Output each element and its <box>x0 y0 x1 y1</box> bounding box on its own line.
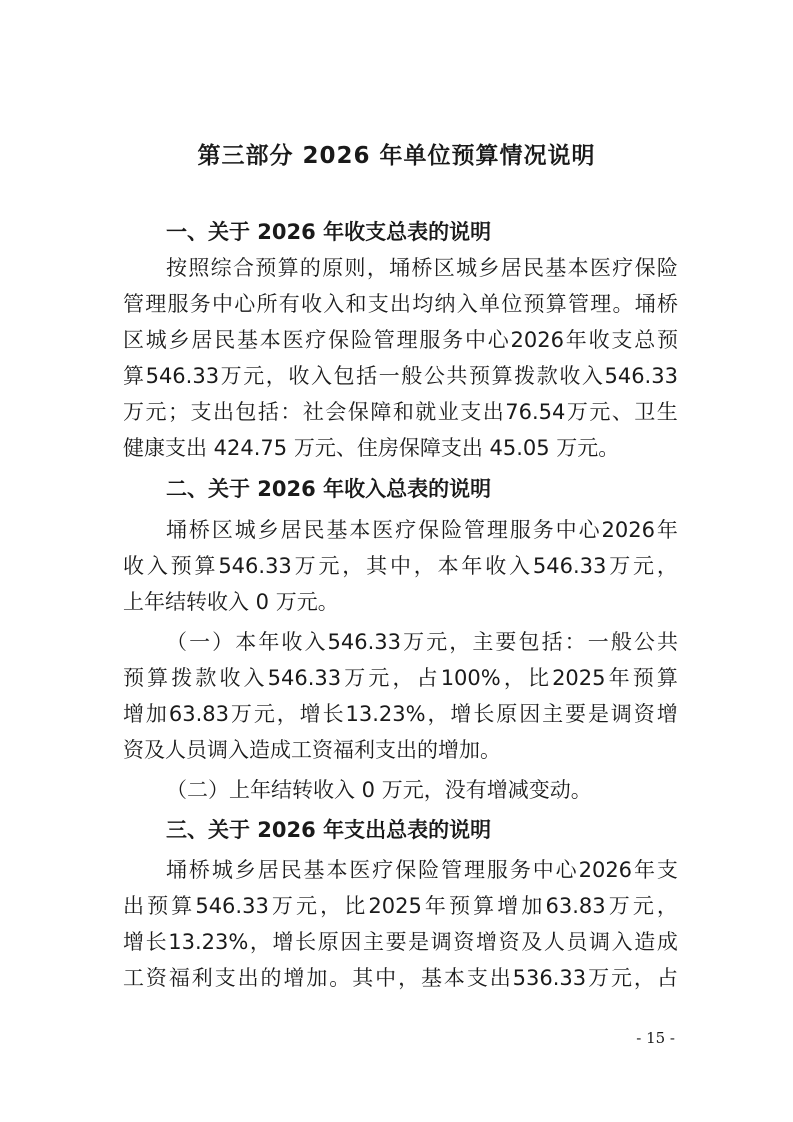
body-line: 预 算 拨 款 收 入 546.33 万 元 ， 占 100% ， 比 2025 年 预 算 <box>123 666 678 690</box>
page-title: 第三部分 2026 年单位预算情况说明 <box>197 143 596 169</box>
body-line: 按 照 综 合 预 算 的 原 则 ， 埇 桥 区 城 乡 居 民 基 本 医 疗 保 险 <box>166 256 678 280</box>
body-line: （ 一 ） 本 年 收 入 546.33 万 元 ， 主 要 包 括 ： 一 般 公 共 <box>166 630 678 654</box>
body-line: 增 加 63.83 万 元 ， 增 长 13.23% ， 增 长 原 因 主 要 是 调 资 增 <box>123 702 678 726</box>
body-line: 增 长 13.23% ， 增 长 原 因 主 要 是 调 资 增 资 及 人 员 调 入 造 成 <box>123 930 678 954</box>
body-line: 上年结转收入 0 万元。 <box>123 590 339 614</box>
body-line: 管 理 服 务 中 心 所 有 收 入 和 支 出 均 纳 入 单 位 预 算 管 理 。 埇 桥 <box>123 292 678 316</box>
section-heading-2: 二、关于 2026 年收入总表的说明 <box>166 477 492 501</box>
body-line: 工 资 福 利 支 出 的 增 加 。 其 中 ， 基 本 支 出 536.33 万 元 ， 占 <box>123 966 678 990</box>
body-line: 算 546.33 万 元 ， 收 入 包 括 一 般 公 共 预 算 拨 款 收 入 546.33 <box>123 364 678 388</box>
body-line: 收 入 预 算 546.33 万 元 ， 其 中 ， 本 年 收 入 546.33 万 元 ， <box>123 554 678 578</box>
body-line: 埇 桥 区 城 乡 居 民 基 本 医 疗 保 险 管 理 服 务 中 心 2026 年 <box>166 518 678 542</box>
body-line: 资及人员调入造成工资福利支出的增加。 <box>123 738 501 762</box>
section-heading-1: 一、关于 2026 年收支总表的说明 <box>166 220 492 244</box>
body-line: 万 元 ； 支 出 包 括 ： 社 会 保 障 和 就 业 支 出 76.54 万 元 、 卫 生 <box>123 400 678 424</box>
body-line: 健康支出 424.75 万元、住房保障支出 45.05 万元。 <box>123 436 620 460</box>
page-number: - 15 - <box>636 1029 675 1047</box>
body-line: 区 城 乡 居 民 基 本 医 疗 保 险 管 理 服 务 中 心 2026 年 收 支 总 预 <box>123 328 678 352</box>
body-line: 埇 桥 城 乡 居 民 基 本 医 疗 保 险 管 理 服 务 中 心 2026 年 支 <box>166 858 678 882</box>
body-line: 出 预 算 546.33 万 元 ， 比 2025 年 预 算 增 加 63.83 万 元 ， <box>123 894 678 918</box>
body-line: （二）上年结转收入 0 万元，没有增减变动。 <box>166 778 592 802</box>
section-heading-3: 三、关于 2026 年支出总表的说明 <box>166 818 492 842</box>
